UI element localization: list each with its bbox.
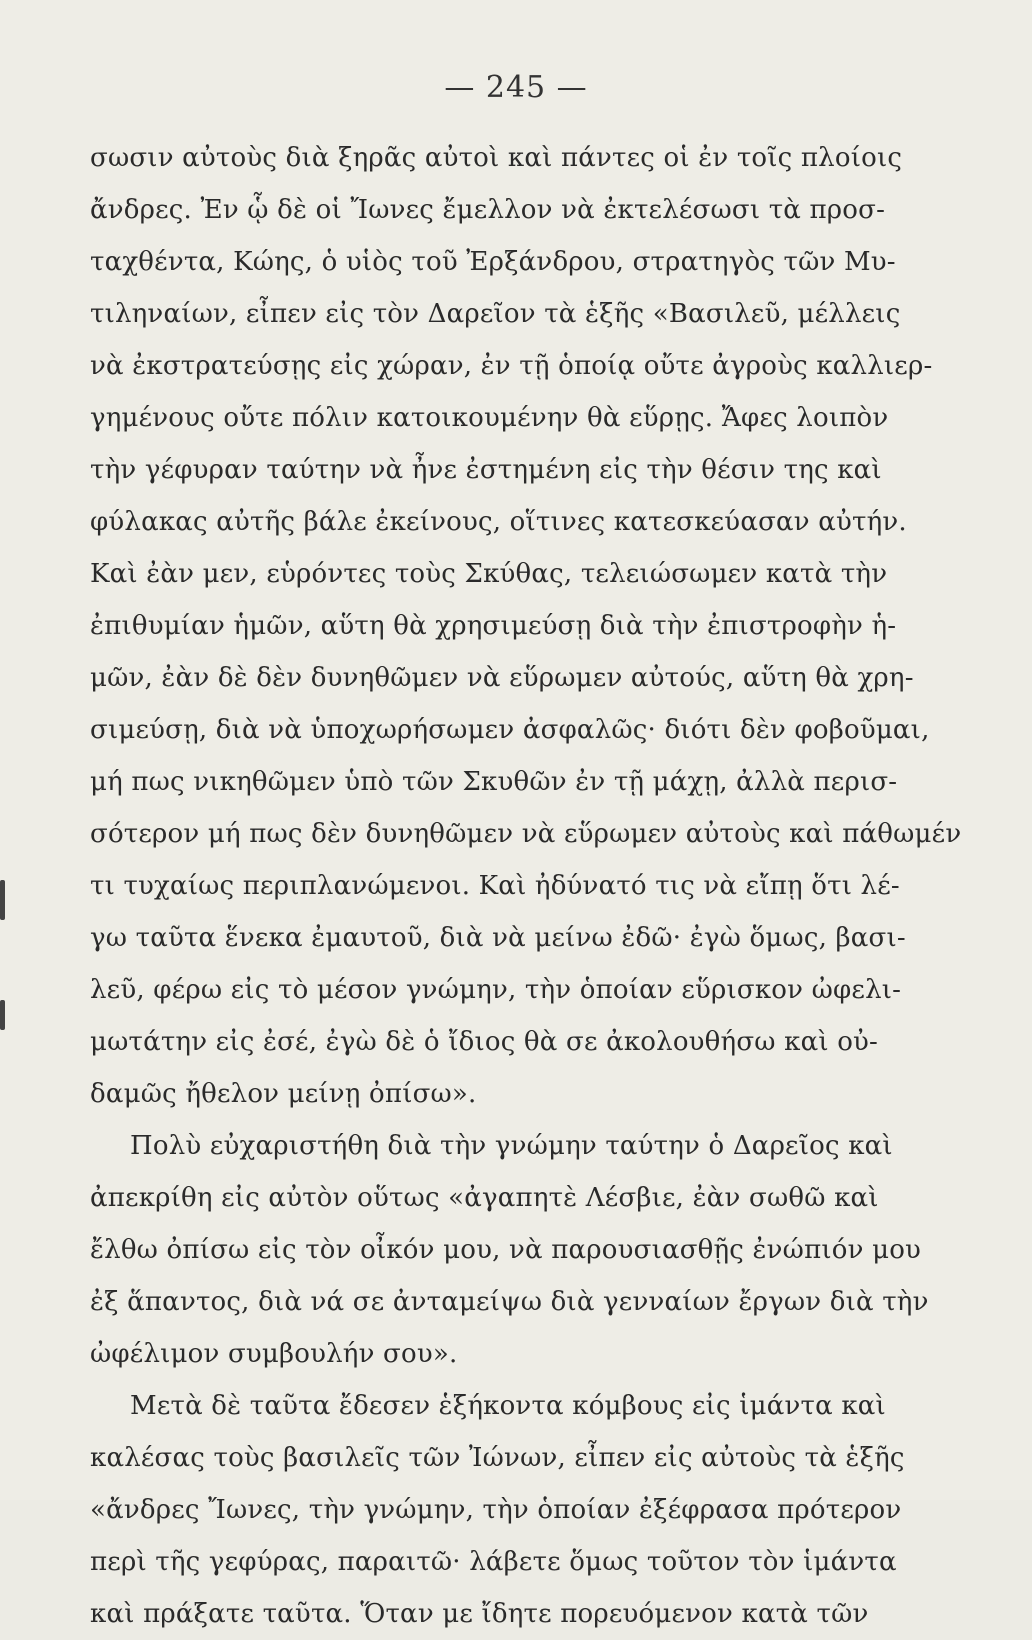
text-line: ἐξ ἅπαντος, διὰ νά σε ἀνταμείψω διὰ γενναίων ἔργων διὰ τὴν <box>90 1287 929 1317</box>
text-line: γω ταῦτα ἕνεκα ἐμαυτοῦ, διὰ νὰ μείνω ἐδῶ· ἐγὼ ὅμως, βασι- <box>90 923 906 953</box>
text-line: τιληναίων, εἶπεν εἰς τὸν Δαρεῖον τὰ ἑξῆς «Βασιλεῦ, μέλλεις <box>90 299 901 329</box>
left-margin-mark-lower <box>0 1000 5 1030</box>
paragraph-start-line: Μετὰ δὲ ταῦτα ἔδεσεν ἑξήκοντα κόμβους εἰς ἱμάντα καὶ <box>130 1391 886 1421</box>
text-line: λεῦ, φέρω εἰς τὸ μέσον γνώμην, τὴν ὁποίαν εὕρισκον ὠφελι- <box>90 975 902 1005</box>
text-line: μωτάτην εἰς ἐσέ, ἐγὼ δὲ ὁ ἴδιος θὰ σε ἀκολουθήσω καὶ οὐ- <box>90 1027 879 1057</box>
text-line: νὰ ἐκστρατεύσῃς εἰς χώραν, ἐν τῇ ὁποίᾳ οὔτε ἀγροὺς καλλιερ- <box>90 351 933 381</box>
text-line: δαμῶς ἤθελον μείνῃ ὀπίσω». <box>90 1079 477 1109</box>
text-line: μή πως νικηθῶμεν ὑπὸ τῶν Σκυθῶν ἐν τῇ μάχῃ, ἀλλὰ περισ- <box>90 767 898 797</box>
text-line: Καὶ ἐὰν μεν, εὑρόντες τοὺς Σκύθας, τελειώσωμεν κατὰ τὴν <box>90 559 888 589</box>
text-line: ταχθέντα, Κώης, ὁ υἱὸς τοῦ Ἐρξάνδρου, στρατηγὸς τῶν Μυ- <box>90 247 896 277</box>
text-line: γημένους οὔτε πόλιν κατοικουμένην θὰ εὕρῃς. Ἄφες λοιπὸν <box>90 403 889 433</box>
text-line: καὶ πράξατε ταῦτα. Ὅταν με ἴδητε πορευόμενον κατὰ τῶν <box>90 1599 869 1629</box>
text-line: περὶ τῆς γεφύρας, παραιτῶ· λάβετε ὅμως τοῦτον τὸν ἱμάντα <box>90 1547 897 1577</box>
body-text <box>90 132 970 1640</box>
page-number: — 245 — <box>444 70 588 105</box>
text-line: φύλακας αὐτῆς βάλε ἐκείνους, οἵτινες κατεσκεύασαν αὐτήν. <box>90 507 907 537</box>
text-line: «ἄνδρες Ἴωνες, τὴν γνώμην, τὴν ὁποίαν ἐξέφρασα πρότερον <box>90 1495 902 1525</box>
paragraph-start-line: Πολὺ εὐχαριστήθη διὰ τὴν γνώμην ταύτην ὁ Δαρεῖος καὶ <box>130 1131 893 1161</box>
text-line: σιμεύσῃ, διὰ νὰ ὑποχωρήσωμεν ἀσφαλῶς· διότι δὲν φοβοῦμαι, <box>90 715 930 745</box>
text-line: τὴν γέφυραν ταύτην νὰ ἦνε ἐστημένη εἰς τὴν θέσιν της καὶ <box>90 455 882 485</box>
text-line: μῶν, ἐὰν δὲ δὲν δυνηθῶμεν νὰ εὕρωμεν αὐτούς, αὕτη θὰ χρη- <box>90 663 914 693</box>
left-margin-mark <box>0 880 5 920</box>
text-line: ἐπιθυμίαν ἡμῶν, αὕτη θὰ χρησιμεύσῃ διὰ τὴν ἐπιστροφὴν ἡ- <box>90 611 897 641</box>
text-line: ἔλθω ὀπίσω εἰς τὸν οἶκόν μου, νὰ παρουσιασθῇς ἐνώπιόν μου <box>90 1235 922 1265</box>
text-line: ἀπεκρίθη εἰς αὐτὸν οὕτως «ἀγαπητὲ Λέσβιε, ἐὰν σωθῶ καὶ <box>90 1183 879 1213</box>
text-line: σότερον μή πως δὲν δυνηθῶμεν νὰ εὕρωμεν αὐτοὺς καὶ πάθωμέν <box>90 819 962 849</box>
text-line: ἄνδρες. Ἐν ᾧ δὲ οἱ Ἴωνες ἔμελλον νὰ ἐκτελέσωσι τὰ προσ- <box>90 195 886 225</box>
text-line: καλέσας τοὺς βασιλεῖς τῶν Ἰώνων, εἶπεν εἰς αὐτοὺς τὰ ἑξῆς <box>90 1443 905 1473</box>
text-line: ὠφέλιμον συμβουλήν σου». <box>90 1339 458 1369</box>
text-line: σωσιν αὐτοὺς διὰ ξηρᾶς αὐτοὶ καὶ πάντες οἱ ἐν τοῖς πλοίοις <box>90 143 903 173</box>
text-line: τι τυχαίως περιπλανώμενοι. Καὶ ἠδύνατό τις νὰ εἴπῃ ὅτι λέ- <box>90 871 900 901</box>
